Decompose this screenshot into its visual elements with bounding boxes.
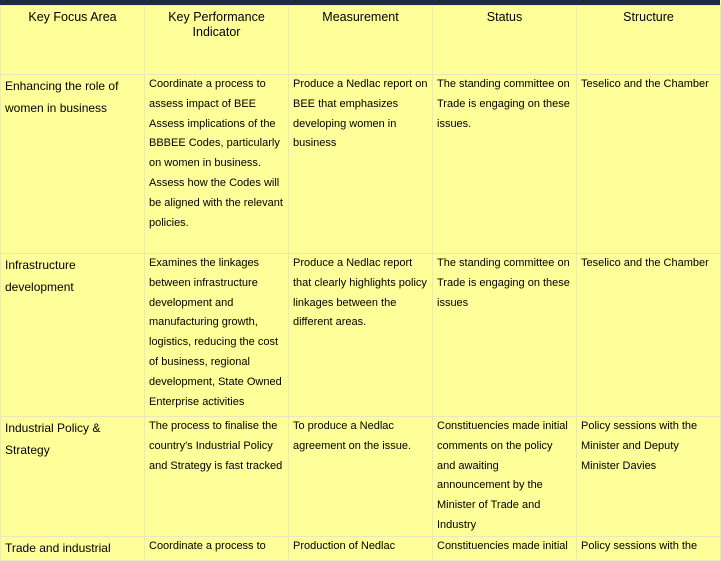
table-row [1,537,721,561]
cell-structure: Policy sessions with the [577,537,721,561]
cell-measurement: To produce a Nedlac agreement on the issue. [289,417,433,537]
header-key-focus-area: Key Focus Area [1,6,145,75]
cell-kpi: Coordinate a process to assess impact of BEE Assess implications of the BBBEE Codes, particularly on women in business. Assess how the Codes will be aligned with the relevant policies. [145,75,289,254]
cell-measurement: Produce a Nedlac report that clearly highlights policy linkages between the different areas. [289,254,433,417]
cell-measurement: Production of Nedlac [289,537,433,561]
cell-structure: Teselico and the Chamber [577,254,721,417]
table-row [1,417,721,537]
cell-status: The standing committee on Trade is engaging on these issues. [433,75,577,254]
cell-status: Constituencies made initial [433,537,577,561]
cell-structure: Policy sessions with the Minister and Deputy Minister Davies [577,417,721,537]
cell-kpi: Examines the linkages between infrastructure development and manufacturing growth, logistics, reducing the cost of business, regional development, State Owned Enterprise activities [145,254,289,417]
cell-key-focus-area: Enhancing the role of women in business [1,75,145,254]
cell-key-focus-area: Industrial Policy & Strategy [1,417,145,537]
table-header [1,6,721,75]
header-structure: Structure [577,6,721,75]
cell-structure: Teselico and the Chamber [577,75,721,254]
cell-key-focus-area: Trade and industrial [1,537,145,561]
header-measurement: Measurement [289,6,433,75]
cell-status: Constituencies made initial comments on the policy and awaiting announcement by the Minister of Trade and Industry [433,417,577,537]
cell-status: The standing committee on Trade is engaging on these issues [433,254,577,417]
cell-key-focus-area: Infrastructure development [1,254,145,417]
document-page [0,5,720,555]
header-row [1,6,721,75]
header-status: Status [433,6,577,75]
header-key-performance-indicator: Key Performance Indicator [145,6,289,75]
cell-kpi: The process to finalise the country's Industrial Policy and Strategy is fast tracked [145,417,289,537]
cell-measurement: Produce a Nedlac report on BEE that emphasizes developing women in business [289,75,433,254]
table-row [1,254,721,417]
table-row [1,75,721,254]
kpi-table [0,5,721,561]
cell-kpi: Coordinate a process to [145,537,289,561]
